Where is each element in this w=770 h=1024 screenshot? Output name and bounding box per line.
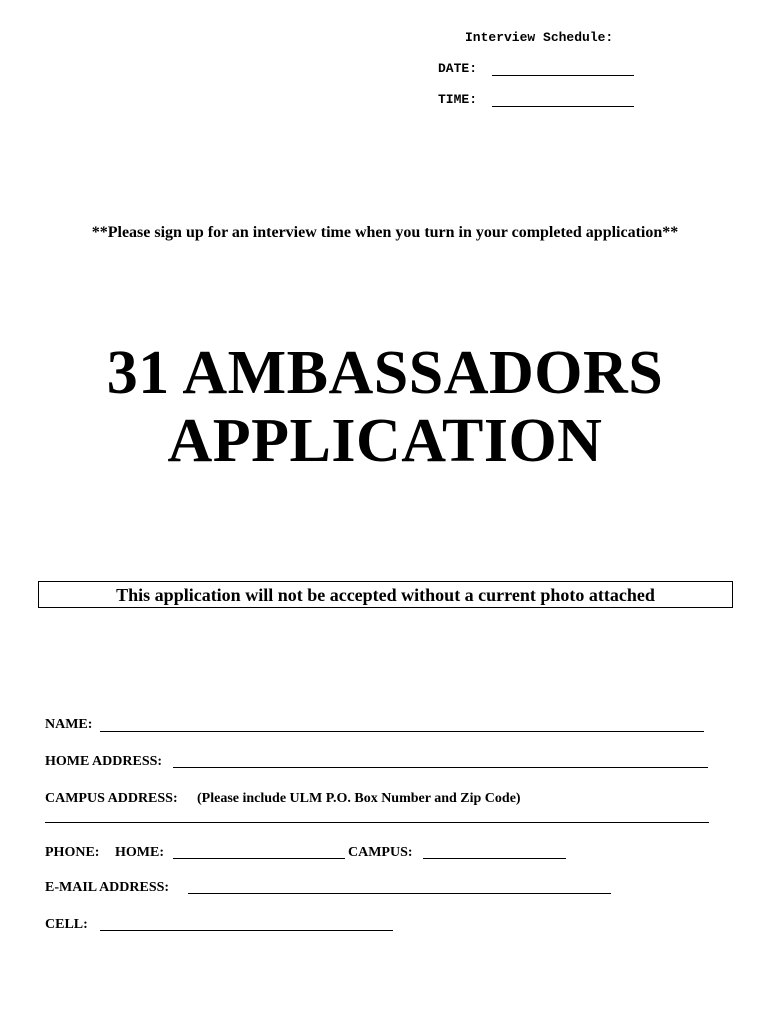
photo-notice-text: This application will not be accepted without a current photo attached bbox=[116, 585, 655, 605]
campus-address-note: (Please include ULM P.O. Box Number and Zip Code) bbox=[197, 791, 521, 806]
signup-note: **Please sign up for an interview time when you turn in your completed application** bbox=[91, 224, 679, 241]
cell-field[interactable] bbox=[100, 930, 393, 931]
interview-time-label: TIME: bbox=[438, 92, 478, 107]
title-line-2: APPLICATION bbox=[167, 407, 603, 475]
email-label: E-MAIL ADDRESS: bbox=[45, 880, 170, 895]
phone-home-label: HOME: bbox=[115, 845, 164, 860]
interview-date-label: DATE: bbox=[438, 61, 478, 76]
home-address-field[interactable] bbox=[173, 767, 708, 768]
name-field[interactable] bbox=[100, 731, 704, 732]
phone-label: PHONE: bbox=[45, 845, 100, 860]
title-line-1: 31 AMBASSADORS bbox=[106, 339, 664, 407]
phone-home-field[interactable] bbox=[173, 858, 345, 859]
photo-notice-box bbox=[38, 581, 733, 608]
phone-campus-field[interactable] bbox=[423, 858, 566, 859]
cell-label: CELL: bbox=[45, 917, 88, 932]
campus-address-label: CAMPUS ADDRESS: bbox=[45, 791, 178, 806]
interview-time-field[interactable] bbox=[492, 106, 634, 107]
interview-schedule-heading: Interview Schedule: bbox=[465, 30, 614, 45]
email-field[interactable] bbox=[188, 893, 611, 894]
home-address-label: HOME ADDRESS: bbox=[45, 754, 163, 769]
interview-date-field[interactable] bbox=[492, 75, 634, 76]
name-label: NAME: bbox=[45, 717, 93, 732]
phone-campus-label: CAMPUS: bbox=[348, 845, 413, 860]
campus-address-field[interactable] bbox=[45, 822, 709, 823]
